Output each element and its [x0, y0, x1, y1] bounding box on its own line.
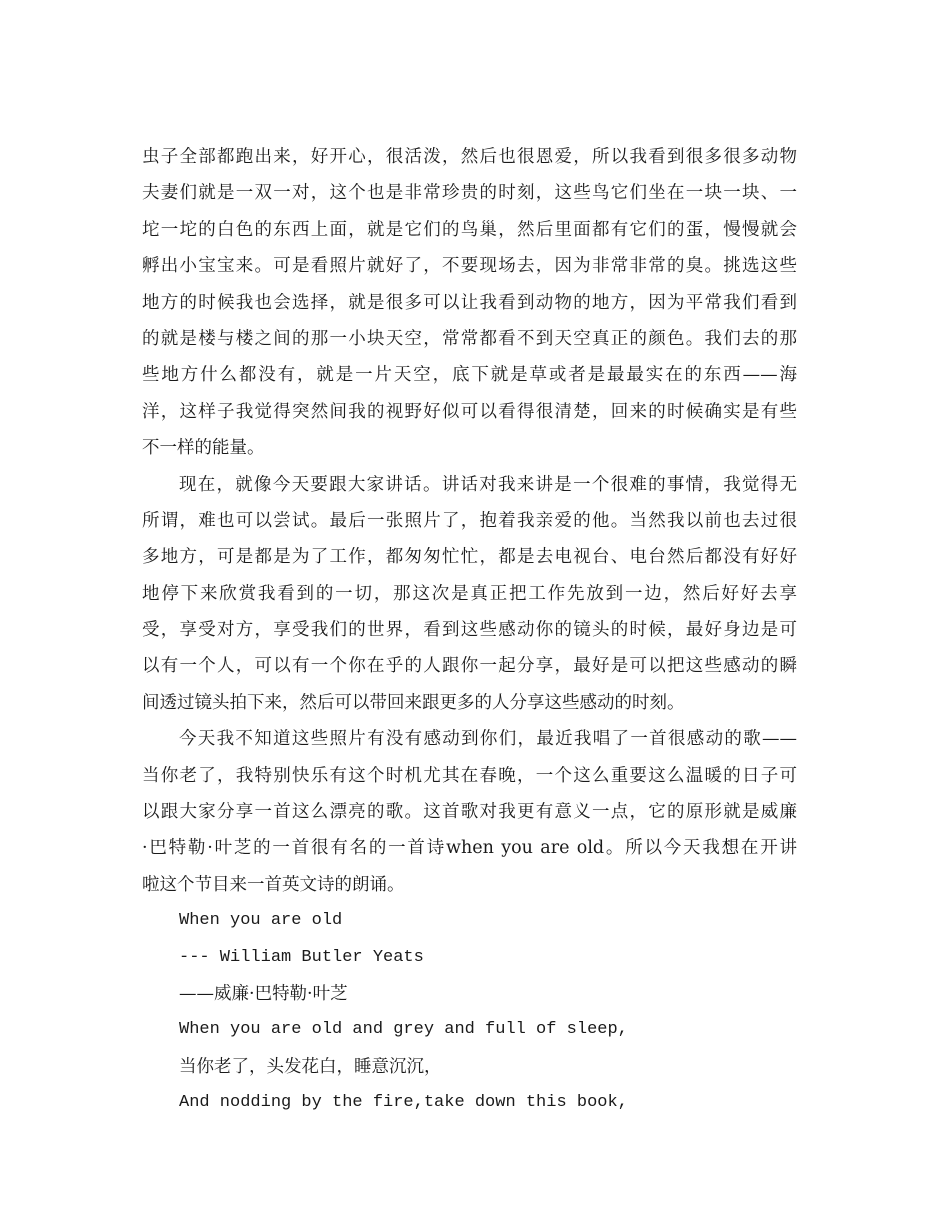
poem-line-translation: 当你老了，头发花白，睡意沉沉， [179, 1056, 442, 1077]
text-line: 夫妻们就是一双一对，这个也是非常珍贵的时刻，这些鸟它们坐在一块一块、一 [142, 183, 797, 204]
text-line: 受，享受对方，享受我们的世界，看到这些感动你的镜头的时候，最好身边是可 [142, 620, 797, 641]
paragraph [142, 721, 797, 903]
poem [142, 903, 797, 1121]
text-line: 当你老了，我特别快乐有这个时机尤其在春晚，一个这么重要这么温暖的日子可 [142, 765, 797, 786]
text-line: 所谓，难也可以尝试。最后一张照片了，抱着我亲爱的他。当然我以前也去过很 [142, 510, 797, 531]
text-line: 以跟大家分享一首这么漂亮的歌。这首歌对我更有意义一点，它的原形就是威廉 [142, 802, 797, 823]
text-line: 以有一个人，可以有一个你在乎的人跟你一起分享，最好是可以把这些感动的瞬 [142, 656, 797, 677]
text-line: 啦这个节目来一首英文诗的朗诵。 [142, 874, 405, 895]
text-line: 孵出小宝宝来。可是看照片就好了，不要现场去，因为非常非常的臭。挑选这些 [142, 256, 797, 277]
poem-author-english: --- William Butler Yeats [179, 947, 424, 967]
poem-line: When you are old and grey and full of sleep, [179, 1020, 628, 1040]
paragraph [142, 467, 797, 722]
text-line: 现在，就像今天要跟大家讲话。讲话对我来讲是一个很难的事情，我觉得无 [179, 474, 797, 495]
poem-author-chinese: ——威廉·巴特勒·叶芝 [179, 983, 348, 1004]
text-line: 地停下来欣赏我看到的一切，那这次是真正把工作先放到一边，然后好好去享 [142, 583, 797, 604]
poem-line: And nodding by the fire,take down this book, [179, 1093, 628, 1113]
text-line: 间透过镜头拍下来，然后可以带回来跟更多的人分享这些感动的时刻。 [142, 692, 685, 713]
document-body [142, 139, 797, 1122]
poem-title: When you are old [179, 911, 343, 931]
paragraph [142, 139, 797, 467]
text-line: 多地方，可是都是为了工作，都匆匆忙忙，都是去电视台、电台然后都没有好好 [142, 547, 797, 568]
text-line: 坨一坨的白色的东西上面，就是它们的鸟巢，然后里面都有它们的蛋，慢慢就会 [142, 219, 797, 240]
text-line: 不一样的能量。 [142, 438, 265, 459]
text-line: 的就是楼与楼之间的那一小块天空，常常都看不到天空真正的颜色。我们去的那 [142, 328, 797, 349]
text-line: 地方的时候我也会选择，就是很多可以让我看到动物的地方，因为平常我们看到 [142, 292, 797, 313]
text-line: 今天我不知道这些照片有没有感动到你们，最近我唱了一首很感动的歌—— [179, 729, 797, 750]
text-line: 些地方什么都没有，就是一片天空，底下就是草或者是最最实在的东西——海 [142, 365, 797, 386]
text-line: 洋，这样子我觉得突然间我的视野好似可以看得很清楚，回来的时候确实是有些 [142, 401, 797, 422]
text-line: 虫子全部都跑出来，好开心，很活泼，然后也很恩爱，所以我看到很多很多动物 [142, 147, 797, 167]
text-line: ·巴特勒·叶芝的一首很有名的一首诗when you are old。所以今天我想在开讲 [142, 838, 797, 859]
